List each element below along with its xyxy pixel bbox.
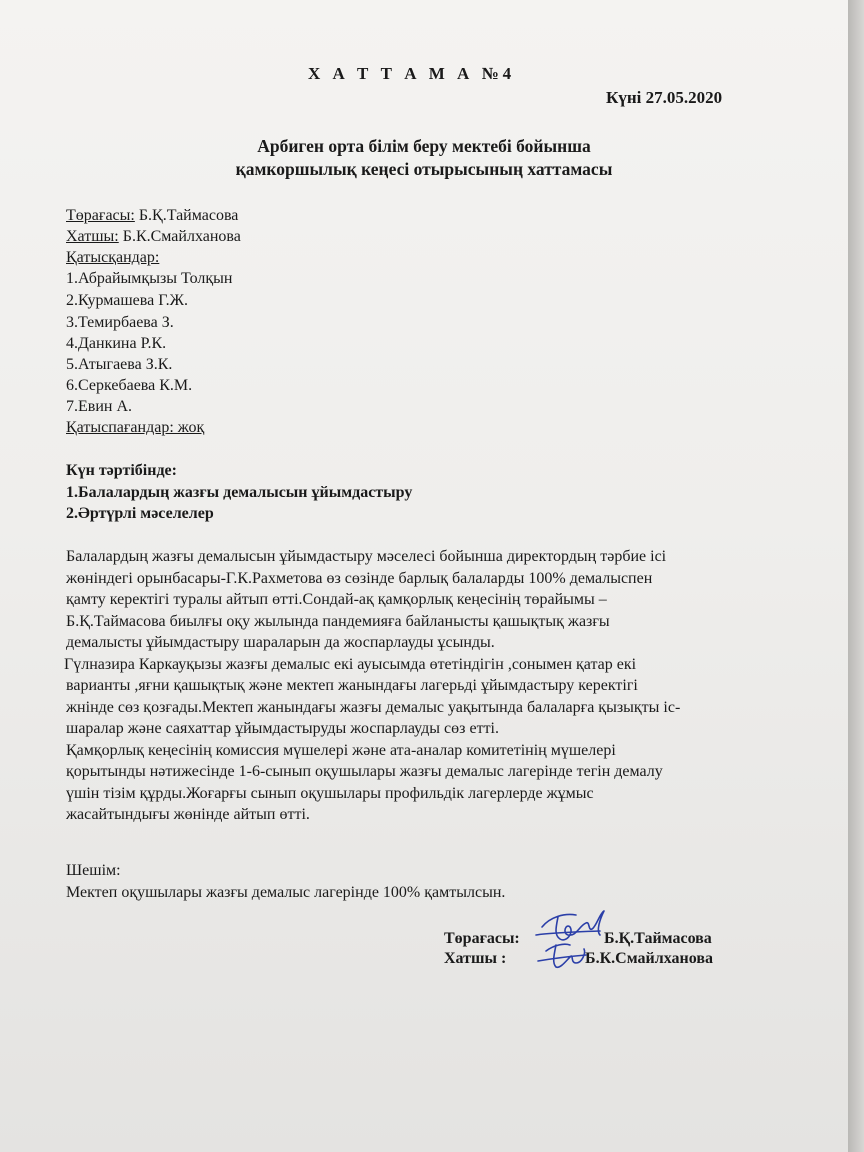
decision-text: Мектеп оқушылары жазғы демалыс лагерінде 100% қамтылсын. (66, 884, 506, 901)
body-line: Б.Қ.Таймасова биылғы оқу жылында пандемияға байланысты қашықтық жазғы (66, 613, 610, 630)
participant-item: 3.Темирбаева З. (66, 314, 174, 331)
decision-label: Шешім: (66, 862, 121, 879)
participant-item: 2.Курмашева Г.Ж. (66, 292, 188, 309)
participant-item: 5.Атыгаева З.К. (66, 356, 173, 373)
participants-label: Қатысқандар: (66, 249, 160, 266)
agenda-item: 1.Балалардың жазғы демалысын ұйымдастыру (66, 484, 413, 501)
body-line: Қамқорлық кеңесінің комиссия мүшелері және ата-аналар комитетінің мүшелері (66, 742, 616, 759)
signature-secretary-label: Хатшы : (444, 950, 507, 967)
participant-item: 6.Серкебаева К.М. (66, 377, 193, 394)
body-line: демалысты ұйымдастыру шараларын да жоспарлауды ұсынды. (66, 634, 495, 651)
signature-chair-label: Төрағасы: (444, 930, 520, 947)
agenda-item: 2.Әртүрлі мәселелер (66, 505, 214, 522)
page-edge (848, 0, 864, 1152)
body-line: қорытынды нәтижесінде 1-6-сынып оқушылары жазғы демалыс лагерінде тегін демалу (66, 763, 663, 780)
secretary-label: Хатшы: (66, 228, 119, 245)
document-title: Х А Т Т А М А №4 (308, 64, 516, 83)
subtitle-line-1: Арбиген орта білім беру мектебі бойынша (257, 136, 591, 156)
subtitle-line-2: қамкоршылық кеңесі отырысының хаттамасы (235, 159, 613, 179)
body-line: жнінде сөз қозғады.Мектеп жанындағы жазғы демалыс уақытында балаларға қызықты іс- (66, 699, 681, 716)
handwritten-signatures (530, 905, 610, 975)
participant-item: 1.Абрайымқызы Толқын (66, 270, 233, 287)
body-line: шаралар және саяхаттар ұйымдастыруды жоспарлауды сөз етті. (66, 720, 499, 737)
chair-label: Төрағасы: (66, 207, 135, 224)
secretary-line (66, 227, 241, 247)
body-line: Балалардың жазғы демалысын ұйымдастыру мәселесі бойынша директордың тәрбие ісі (66, 548, 667, 565)
secretary-name: Б.К.Смайлханова (118, 228, 241, 245)
agenda-label: Күн тәртібінде: (66, 462, 177, 479)
chair-line (66, 206, 238, 226)
body-line: үшін тізім құрды.Жоғарғы сынып оқушылары профильдік лагерлерде жұмыс (66, 785, 594, 802)
body-line: Гүлназира Каркауқызы жазғы демалыс екі ауысымда өтетіндігін ,сонымен қатар екі (64, 656, 637, 673)
signature-secretary-name: Б.К.Смайлханова (585, 950, 713, 967)
absent-line: Қатыспағандар: жоқ (66, 419, 205, 436)
body-line: варианты ,яғни қашықтық және мектеп жанындағы лагерьді ұйымдастыру керектігі (66, 677, 638, 694)
body-line: жөніндегі орынбасары-Г.К.Рахметова өз сөзінде барлық балаларды 100% демалыспен (66, 570, 653, 587)
signature-chair-name: Б.Қ.Таймасова (604, 930, 712, 947)
body-line: жасайтындығы жөнінде айтып өтті. (66, 806, 310, 823)
chair-name: Б.Қ.Таймасова (134, 207, 239, 224)
body-line: қамту керектігі туралы айтып өтті.Сондай-ақ қамқорлық кеңесінің төрайымы – (66, 591, 607, 608)
participant-item: 4.Данкина Р.К. (66, 335, 167, 352)
document-date: Күні 27.05.2020 (606, 88, 723, 107)
participant-item: 7.Евин А. (66, 398, 133, 415)
